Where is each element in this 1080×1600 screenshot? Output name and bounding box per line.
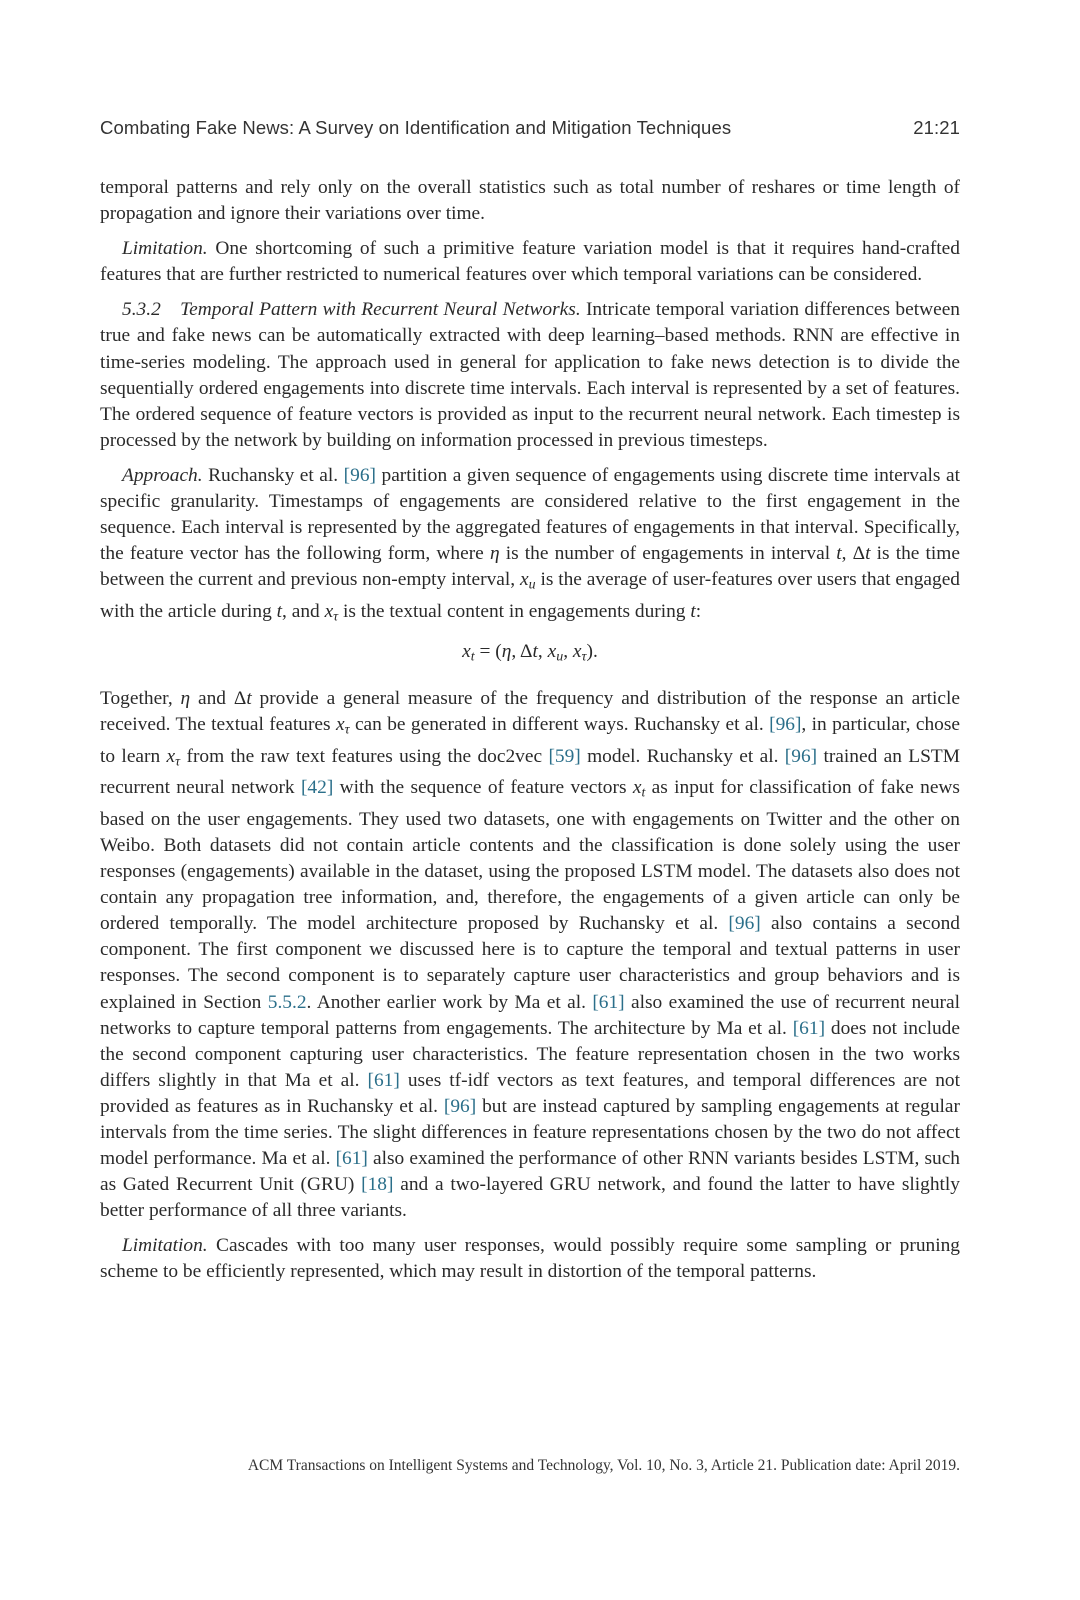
text-run: as input for classification of fake news based on the user engagements. They used two datasets, one with engagements on Twitter and the other on Weibo. Both datasets did not contain article contents and the classification is done solely using the user responses (engagements) available in the dataset, using the proposed LSTM model. The datasets also does not contain any propagation tree information, and, therefore, the engagements of a given article can only be ordered temporally. The model architecture proposed by Ruchansky et al. (100, 777, 960, 935)
text-run: and Δ (190, 688, 247, 710)
equation (100, 639, 960, 671)
italic-text: t (532, 641, 538, 663)
paragraph (100, 297, 960, 454)
italic-text: η (180, 688, 191, 710)
citation-link[interactable]: [96] (728, 913, 761, 935)
text-run: . Another earlier work by Ma et al. (306, 991, 593, 1013)
text-run: Intricate temporal variation differences between true and fake news can be automatically extracted with deep learning–based methods. RNN are effective in time-series modeling. The approach used in general for application to fake news detection is to divide the sequentially ordered engagements into discrete time intervals. Each interval is represented by a set of features. The ordered sequence of feature vectors is provided as input to the recurrent neural network. Each timestep is processed by the network by building on information processed in previous timesteps. (100, 299, 960, 451)
text-run: Ruchansky et al. (202, 464, 344, 486)
italic-text: Approach. (122, 464, 203, 486)
citation-link[interactable]: [96] (443, 1095, 477, 1117)
text-run: partition a given sequence of engagements using discrete time intervals at specific granularity. Timestamps of engagements are considered relative to the first engagement in the sequence. Each interval is represented by the aggregated features of engagements in that interval. Specifically, the feature vector has the following form, where (100, 464, 960, 565)
subscript: t (470, 649, 475, 665)
italic-text: η (501, 641, 512, 663)
italic-text: t (276, 600, 283, 622)
text-run: temporal patterns and rely only on the overall statistics such as total number of reshares or time length of propagation and ignore their variations over time. (100, 177, 960, 225)
citation-link[interactable]: [96] (784, 745, 818, 767)
text-run: model. Ruchansky et al. (580, 745, 785, 767)
running-head (100, 117, 960, 139)
text-run: can be generated in different ways. Ruchansky et al. (349, 714, 770, 736)
citation-link[interactable]: 5.5.2 (267, 991, 307, 1013)
text-run: trained an LSTM recurrent neural network (100, 745, 960, 799)
text-run: One shortcoming of such a primitive feature variation model is that it requires hand-crafted features that are further restricted to numerical features over which temporal variations can be considered. (100, 238, 960, 286)
text-run: Together, (100, 688, 181, 710)
journal-footer: ACM Transactions on Intelligent Systems and Technology, Vol. 10, No. 3, Article 21. Publication date: April 2019. (247, 1457, 960, 1474)
paragraph (100, 236, 960, 288)
text-run: but are instead captured by sampling engagements at regular intervals from the time series. The slight differences in feature representations chosen by the two do not affect model performance. Ma et al. (100, 1095, 960, 1170)
italic-text: x (547, 641, 557, 663)
italic-text: t (865, 543, 871, 565)
italic-text: t (836, 543, 842, 565)
italic-text: x (324, 600, 334, 622)
italic-text: t (690, 600, 696, 622)
text-run: uses tf-idf vectors as text features, and temporal differences are not provided as features as in Ruchansky et al. (100, 1069, 960, 1117)
page-number: 21:21 (913, 117, 960, 138)
italic-text: x (572, 641, 582, 663)
italic-text: Limitation. (122, 1235, 208, 1257)
italic-text: x (335, 714, 345, 736)
text-run: , (563, 641, 573, 663)
subscript: τ (333, 609, 339, 625)
text-run: also examined the performance of other RNN variants besides LSTM, such as Gated Recurrent Unit (GRU) (100, 1148, 960, 1196)
italic-text: x (462, 641, 471, 663)
italic-text: η (489, 543, 500, 565)
italic-text: x (166, 745, 176, 767)
text-run: from the raw text features using the doc2vec (180, 745, 549, 767)
italic-text: t (246, 688, 252, 710)
citation-link[interactable]: [61] (367, 1069, 400, 1091)
subscript: τ (344, 722, 350, 738)
text-run: and a two-layered GRU network, and found the latter to have slightly better performance of all three variants. (100, 1174, 960, 1222)
italic-text: 5.3.2 Temporal Pattern with Recurrent Neural Networks. (122, 299, 581, 321)
article-body (100, 175, 960, 1295)
running-head-title: Combating Fake News: A Survey on Identification and Mitigation Techniques (100, 117, 732, 138)
subscript: u (556, 649, 564, 665)
citation-link[interactable]: [96] (343, 464, 376, 486)
text-run: is the number of engagements in interval (499, 543, 837, 565)
subscript: u (528, 577, 536, 593)
citation-link[interactable]: [18] (361, 1174, 394, 1196)
text-run: : (695, 600, 702, 622)
paragraph (100, 175, 960, 227)
italic-text: x (632, 777, 642, 799)
text-run: ). (586, 641, 598, 663)
text-run: does not include the second component capturing user characteristics. The feature representation chosen in the two works differs slightly in that Ma et al. (100, 1017, 960, 1091)
text-run: = ( (474, 641, 502, 663)
citation-link[interactable]: [96] (769, 714, 802, 736)
text-run: , in particular, chose to learn (100, 714, 960, 767)
subscript: τ (175, 754, 181, 770)
text-run: also contains a second component. The first component we discussed here is to capture the temporal and textual patterns in user responses. The second component is to separately capture user characteristics and group behaviors and is explained in Section (100, 913, 960, 1013)
paragraph (100, 1233, 960, 1285)
text-run: also examined the use of recurrent neural networks to capture temporal patterns from engagements. The architecture by Ma et al. (100, 991, 960, 1039)
text-run: is the time between the current and previous non-empty interval, (100, 543, 960, 591)
citation-link[interactable]: [61] (792, 1017, 826, 1039)
text-run: is the textual content in engagements during (338, 600, 691, 622)
citation-link[interactable]: [61] (592, 991, 625, 1013)
citation-link[interactable]: [59] (548, 745, 581, 767)
text-run: is the average of user-features over users that engaged with the article during (100, 569, 960, 622)
text-run: , Δ (511, 641, 533, 663)
paragraph (100, 463, 960, 631)
text-run: with the sequence of feature vectors (333, 777, 633, 799)
italic-text: Limitation. (122, 238, 208, 260)
text-run: , and (282, 600, 325, 622)
text-run: , Δ (841, 543, 866, 565)
text-run: provide a general measure of the frequency and distribution of the response an article received. The textual features (100, 688, 961, 736)
paragraph (100, 686, 960, 1224)
citation-link[interactable]: [42] (300, 777, 334, 799)
text-run: Cascades with too many user responses, would possibly require some sampling or pruning scheme to be efficiently represented, which may result in distortion of the temporal patterns. (100, 1235, 960, 1283)
subscript: t (641, 785, 646, 801)
italic-text: x (520, 569, 529, 591)
text-run: , (537, 641, 548, 663)
citation-link[interactable]: [61] (335, 1148, 368, 1170)
subscript: τ (581, 649, 587, 665)
